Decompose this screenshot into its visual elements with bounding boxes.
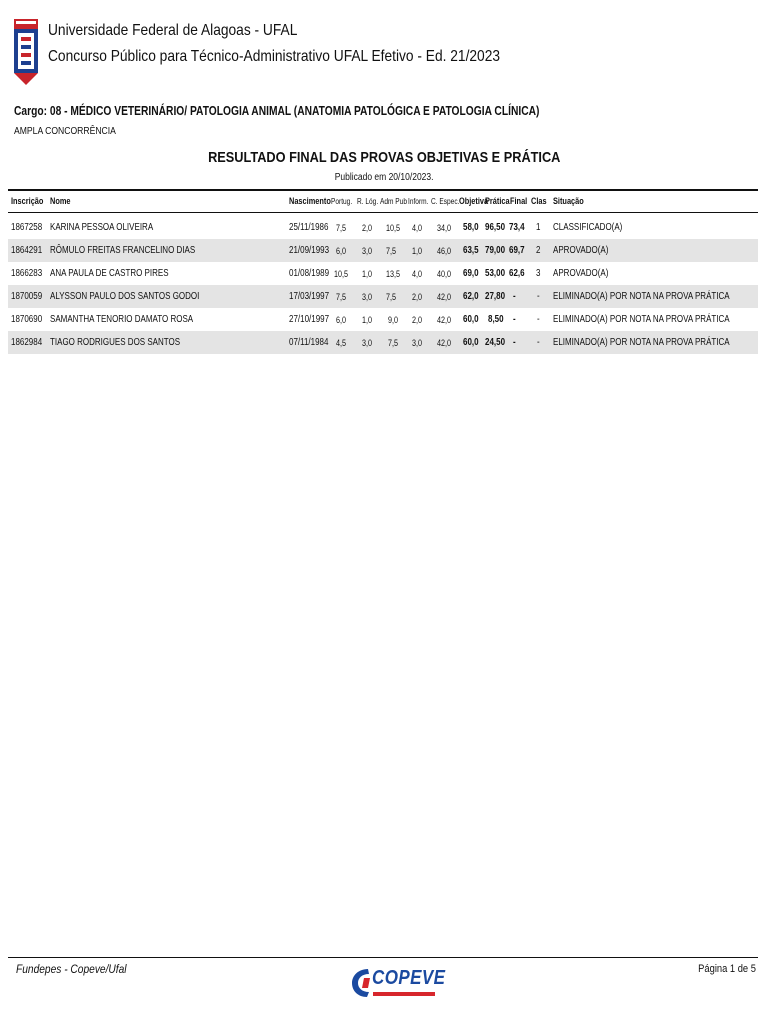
- cell-inform: 3,0: [412, 338, 423, 348]
- cell-situacao: CLASSIFICADO(A): [553, 222, 623, 233]
- cell-nascimento: 01/08/1989: [289, 268, 330, 279]
- cell-cespec: 46,0: [437, 246, 452, 256]
- cell-clas: 2: [536, 245, 541, 256]
- cell-clas: 3: [536, 268, 541, 279]
- table-row: [8, 239, 758, 262]
- cell-portug: 7,5: [336, 292, 347, 302]
- table-row: [8, 285, 758, 308]
- cell-cespec: 42,0: [437, 315, 452, 325]
- cell-clas: -: [537, 337, 540, 348]
- cell-nome: ALYSSON PAULO DOS SANTOS GODOI: [50, 291, 200, 302]
- cell-admpub: 10,5: [386, 223, 401, 233]
- cell-nascimento: 21/09/1993: [289, 245, 330, 256]
- cell-pratica: 96,50: [485, 222, 506, 233]
- cell-rlog: 3,0: [362, 292, 373, 302]
- cell-portug: 4,5: [336, 338, 347, 348]
- cell-cespec: 40,0: [437, 269, 452, 279]
- col-portug: Portug.: [331, 197, 353, 206]
- cell-rlog: 1,0: [362, 269, 373, 279]
- cell-situacao: ELIMINADO(A) POR NOTA NA PROVA PRÁTICA: [553, 314, 730, 325]
- institution-name: Universidade Federal de Alagoas - UFAL: [48, 22, 298, 39]
- cell-pratica: 27,80: [485, 291, 506, 302]
- page-number: Página 1 de 5: [698, 963, 756, 975]
- table-row: [8, 331, 758, 354]
- cell-final: -: [513, 314, 516, 325]
- col-rlog: R. Lóg.: [357, 197, 379, 206]
- published-date: [0, 172, 768, 183]
- cell-objetiva: 60,0: [463, 314, 479, 325]
- cell-admpub: 9,0: [388, 315, 399, 325]
- cell-nome: RÔMULO FREITAS FRANCELINO DIAS: [50, 245, 196, 256]
- cell-final: -: [513, 291, 516, 302]
- cell-objetiva: 60,0: [463, 337, 479, 348]
- cell-nome: SAMANTHA TENORIO DAMATO ROSA: [50, 314, 194, 325]
- ufal-crest-icon: [13, 19, 39, 85]
- cell-cespec: 34,0: [437, 223, 452, 233]
- col-final: Final: [510, 196, 528, 206]
- col-clas: Clas: [531, 196, 547, 206]
- cell-admpub: 13,5: [386, 269, 401, 279]
- published-date-text: Publicado em 20/10/2023.: [334, 172, 434, 183]
- cell-situacao: APROVADO(A): [553, 245, 609, 256]
- cell-rlog: 1,0: [362, 315, 373, 325]
- cell-pratica: 24,50: [485, 337, 506, 348]
- col-pratica: Prática: [485, 196, 510, 206]
- copeve-logo-text: COPEVE: [372, 967, 446, 989]
- cell-inscricao: 1866283: [11, 268, 43, 279]
- cell-final: 62,6: [509, 268, 525, 279]
- exam-name: Concurso Público para Técnico-Administrativo UFAL Efetivo - Ed. 21/2023: [48, 48, 501, 65]
- cell-inform: 4,0: [412, 269, 423, 279]
- table-row: [8, 262, 758, 285]
- cell-rlog: 3,0: [362, 338, 373, 348]
- cell-objetiva: 63,5: [463, 245, 479, 256]
- footer-rule: [8, 957, 758, 958]
- cell-portug: 7,5: [336, 223, 347, 233]
- cell-nome: TIAGO RODRIGUES DOS SANTOS: [50, 337, 181, 348]
- cell-pratica: 79,00: [485, 245, 506, 256]
- cell-nascimento: 25/11/1986: [289, 222, 329, 233]
- cell-inscricao: 1864291: [11, 245, 43, 256]
- cell-inscricao: 1862984: [11, 337, 43, 348]
- table-row: [8, 216, 758, 239]
- cell-final: 73,4: [509, 222, 525, 233]
- cell-rlog: 3,0: [362, 246, 373, 256]
- cell-clas: -: [537, 314, 540, 325]
- col-inform: Inform.: [408, 197, 429, 206]
- cell-admpub: 7,5: [388, 338, 399, 348]
- cell-cespec: 42,0: [437, 338, 452, 348]
- cell-admpub: 7,5: [386, 246, 397, 256]
- cell-nascimento: 27/10/1997: [289, 314, 330, 325]
- cell-inscricao: 1867258: [11, 222, 43, 233]
- col-nome: Nome: [50, 196, 71, 206]
- cell-nome: KARINA PESSOA OLIVEIRA: [50, 222, 154, 233]
- cell-nascimento: 17/03/1997: [289, 291, 330, 302]
- cell-inform: 2,0: [412, 315, 423, 325]
- cell-inscricao: 1870690: [11, 314, 43, 325]
- col-objetiva: Objetiva: [459, 196, 489, 206]
- cell-situacao: ELIMINADO(A) POR NOTA NA PROVA PRÁTICA: [553, 291, 730, 302]
- col-nascimento: Nascimento: [289, 196, 331, 206]
- copeve-swirl-icon: [350, 966, 372, 1000]
- cell-situacao: ELIMINADO(A) POR NOTA NA PROVA PRÁTICA: [553, 337, 730, 348]
- cell-situacao: APROVADO(A): [553, 268, 609, 279]
- cell-rlog: 2,0: [362, 223, 373, 233]
- cell-portug: 6,0: [336, 246, 347, 256]
- cell-final: 69,7: [509, 245, 525, 256]
- cell-inform: 4,0: [412, 223, 423, 233]
- copeve-logo-icon: [350, 964, 446, 1002]
- cell-objetiva: 69,0: [463, 268, 479, 279]
- page-title-text: RESULTADO FINAL DAS PROVAS OBJETIVAS E PRÁTICA: [207, 149, 561, 166]
- cargo-title: Cargo: 08 - MÉDICO VETERINÁRIO/ PATOLOGIA ANIMAL (ANATOMIA PATOLÓGICA E PATOLOGIA CLÍNICA): [14, 104, 540, 118]
- cell-portug: 10,5: [334, 269, 349, 279]
- col-admpub: Adm Pub: [380, 197, 407, 206]
- cell-objetiva: 58,0: [463, 222, 479, 233]
- cell-final: -: [513, 337, 516, 348]
- cell-nascimento: 07/11/1984: [289, 337, 329, 348]
- modality-label: AMPLA CONCORRÊNCIA: [14, 125, 116, 137]
- cell-clas: -: [537, 291, 540, 302]
- cell-objetiva: 62,0: [463, 291, 479, 302]
- table-row: [8, 308, 758, 331]
- col-cespec: C. Espec.: [431, 197, 460, 206]
- cell-inform: 2,0: [412, 292, 423, 302]
- cell-admpub: 7,5: [386, 292, 397, 302]
- cell-cespec: 42,0: [437, 292, 452, 302]
- table-header-rule: [8, 212, 758, 213]
- cell-portug: 6,0: [336, 315, 347, 325]
- cell-inscricao: 1870059: [11, 291, 43, 302]
- results-table-body: [8, 216, 758, 354]
- cell-pratica: 8,50: [488, 314, 504, 325]
- cell-clas: 1: [536, 222, 541, 233]
- page-title: [0, 149, 768, 166]
- cell-pratica: 53,00: [485, 268, 506, 279]
- col-inscricao: Inscrição: [11, 196, 44, 206]
- cell-inform: 1,0: [412, 246, 423, 256]
- copeve-underline: [373, 992, 435, 996]
- col-situacao: Situação: [553, 196, 584, 206]
- table-header: [8, 191, 758, 212]
- footer-org: Fundepes - Copeve/Ufal: [16, 962, 127, 976]
- cell-nome: ANA PAULA DE CASTRO PIRES: [50, 268, 169, 279]
